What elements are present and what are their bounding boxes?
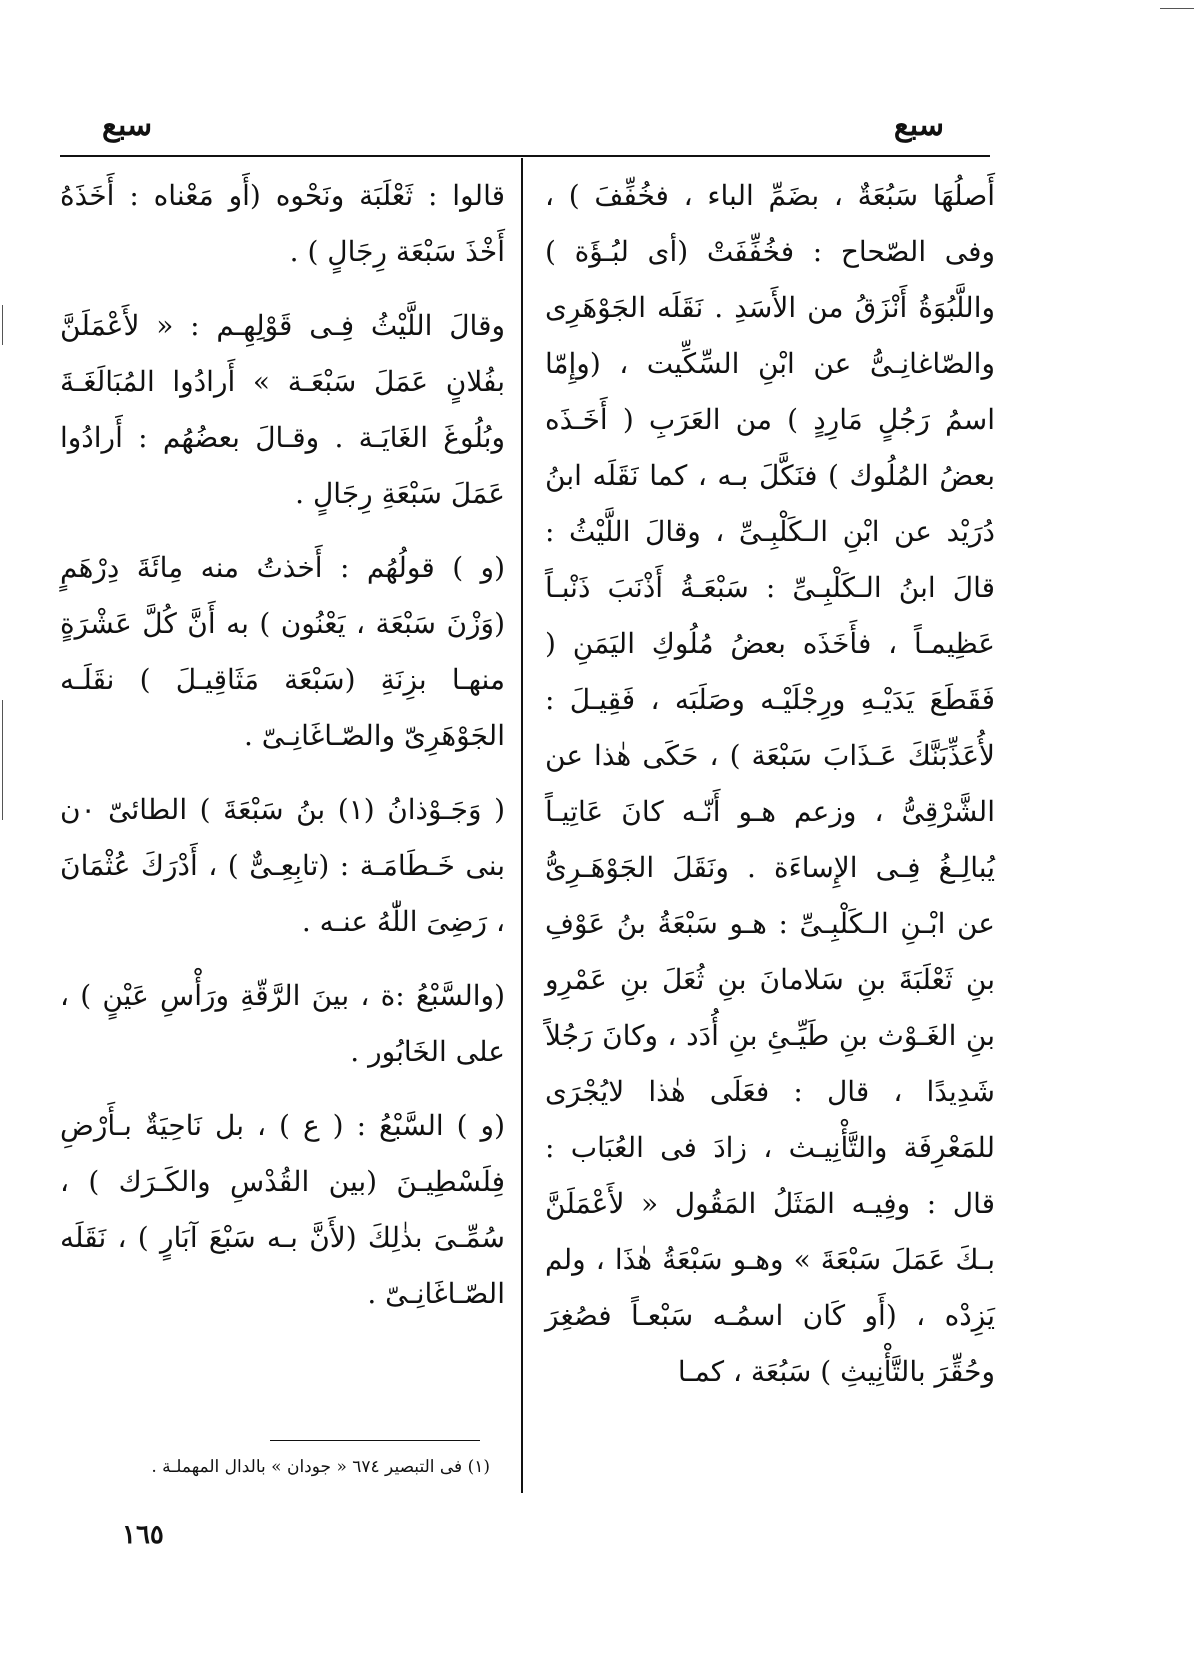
corner-mark bbox=[1160, 8, 1194, 9]
page-number: ١٦٥ bbox=[122, 1520, 164, 1550]
header-rule bbox=[60, 155, 990, 157]
column-divider bbox=[521, 158, 523, 1493]
left-paragraph: وقالَ اللَّيْثُ فِـى قَوْلِهِـم : « لأَعْمَلَنَّ بفُلانٍ عَمَلَ سَبْعَـة » أَرادُوا المُبَالَغَـةَ وبُلُوغَ الغَايَـة . وقـالَ بعضُهُم : أَرادُوا عَمَلَ سَبْعَةِ رِجَالٍ . bbox=[60, 309, 505, 510]
right-column bbox=[545, 168, 995, 1418]
scan-edge-mark bbox=[2, 305, 3, 345]
footnote-rule bbox=[270, 1440, 480, 1441]
right-paragraph: أَصلُهَا سَبُعَةٌ ، بضَمِّ الباء ، فخُفِّفَ ) ، وفى الصّحاح : فخُفِّفَتْ (أى لبُـؤَة ) واللَّبُوَةُ أَنْزَقُ من الأَسَدِ . نَقَلَه الجَوْهَرِى والصّاغانِـىُّ عن ابْنِ السِّكِّيت ، (وإِمّا اسمُ رَجُلٍ مَارِدٍ ) من العَرَبِ ( أَخَـذَه بعضُ المُلُوك ) فنَكَّلَ بـه ، كما نَقَلَه ابنُ دُرَيْد عن ابْنِ الـكَلْبِـىِّ ، وقالَ اللَّيْثُ : قالَ ابنُ الـكَلْبِـىِّ : سَبْعَـةُ أَذْنَبَ ذَنْبـاً عَظِيمـاً ، فأَخَذَه بعضُ مُلُوكِ اليَمَنِ ( فَقَطَعَ يَدَيْـهِ ورِجْلَيْـه وصَلَبَه ، فَقِيـلَ : لأُعَذِّبَنَّكَ عَـذَابَ سَبْعَة ) ، حَكَى هٰذا عن الشَّرْقِىُّ ، وزعم هـو أَنّـه كانَ عَاتِيـاً يُبالِـغُ فِـى الإِساءَة . ونَقَلَ الجَوْهَـرِىُّ عن ابْـنِ الـكَلْبِـىِّ : هـو سَبْعَةُ بنُ عَوْفِ بنِ ثَعْلَبَةَ بنِ سَلامانَ بنِ ثُعَلَ بنِ عَمْرِو بنِ الغَـوْث بنِ طَيِّـئِ بنِ أُدَد ، وكانَ رَجُلاً شَدِيدًا ، قال : فعَلَى هٰذا لايُجْرَى للمَعْرِفَة والتَّأْنِيـث ، زادَ فى العُبَاب : قال : وفِيـه المَثَلُ المَقُول « لأَعْمَلَنَّ بـكَ عَمَلَ سَبْعَةَ » وهـو سَبْعَةُ هٰذَا ، ولم يَزِدْه ، (أَو كَان اسمُـه سَبْعـاً فصُغِرَ وحُقِّرَ بالتَّأْنِيثِ ) سَبُعَة ، كمـا bbox=[545, 179, 995, 1388]
left-paragraph: (والسَّبْعُ :ة ، بينَ الرَّقّةِ ورَأْسِ عَيْنٍ ) ، على الخَابُور . bbox=[60, 979, 505, 1068]
left-paragraph: قالوا : ثَعْلَبَة ونَحْوه (أَو مَعْناه : أَخَذَهُ أَخْذَ سَبْعَة رِجَالٍ ) . bbox=[60, 179, 505, 268]
scan-edge-mark bbox=[2, 700, 3, 820]
left-paragraph: (و ) السَّبْعُ : ( ع ) ، بل نَاحِيَةٌ بـأَرْضِ فِلَسْطِيـنَ (بين القُدْسِ والكَـرَك ) ، سُمِّـىَ بذٰلِكَ (لأَنَّ بـه سَبْعَ آبَارٍ ) ، نَقَلَه الصّـاغَانِـىّ . bbox=[60, 1109, 505, 1310]
left-paragraph: ( وَجَـوْذانُ (١) بنُ سَبْعَةَ ) الطائىّ ٠ن بنى خَـطَامَـة : (تابِعِـىٌّ ) ، أَدْرَكَ عُثْمَانَ ، رَضِىَ اللّٰهُ عنـه . bbox=[60, 793, 505, 938]
header-right-word: سبع bbox=[893, 108, 944, 143]
left-column bbox=[60, 168, 505, 1340]
footnote: (١) فى التبصير ٦٧٤ « جودان » بالدال المهملـة . bbox=[151, 1457, 490, 1477]
left-paragraph: (و ) قولُهُم : أَخذتُ منه مِائَةَ دِرْهَمٍ (وَزْنَ سَبْعَة ، يَعْنُون ) به أَنَّ كُلَّ عَشْرَةٍ منهـا بزِنَةِ (سَبْعَة مَثَاقِيـلَ ) نقَلَـه الجَوْهَرِىّ والصّـاغَانِـىّ . bbox=[60, 551, 505, 752]
header-left-word: سبع bbox=[102, 108, 153, 143]
